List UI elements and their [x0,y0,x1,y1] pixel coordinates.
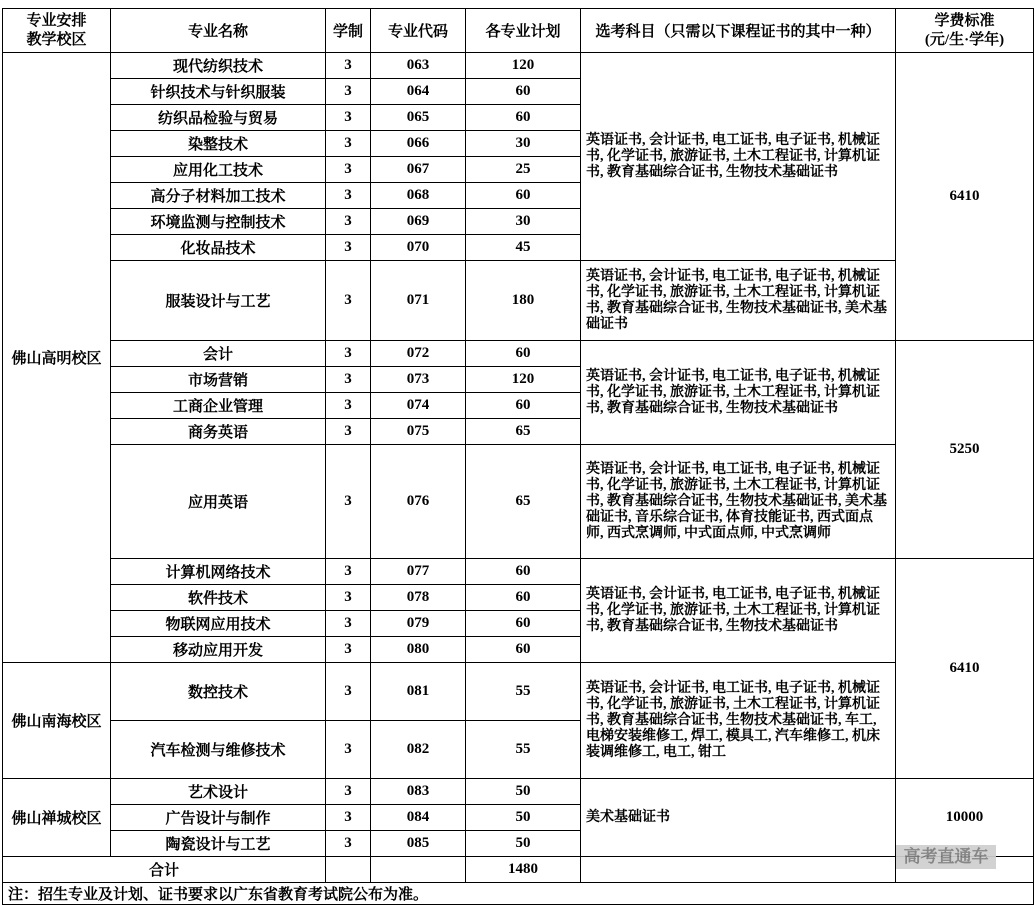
plan-cell: 60 [466,637,581,663]
code-cell: 063 [371,53,466,79]
col-header-campus [3,9,111,53]
years-cell: 3 [326,53,371,79]
code-cell: 079 [371,611,466,637]
years-cell: 3 [326,393,371,419]
major-cell: 软件技术 [111,585,326,611]
plan-cell: 55 [466,663,581,721]
campus-cell-gaoming: 佛山高明校区 [3,53,111,663]
col-header-years: 学制 [326,9,371,53]
years-cell: 3 [326,779,371,805]
major-cell: 会计 [111,341,326,367]
code-cell: 078 [371,585,466,611]
header-row [3,9,1034,53]
subjects-cell: 英语证书, 会计证书, 电工证书, 电子证书, 机械证书, 化学证书, 旅游证书, 土木工程证书, 计算机证书, 教育基础综合证书, 生物技术基础证书, 美术基础证书, 音乐综合证书, 体育技能证书, 西式面点师, 西式烹调师, 中式面点师, 中式烹调师 [581,445,896,559]
major-cell: 计算机网络技术 [111,559,326,585]
code-cell: 077 [371,559,466,585]
code-cell: 085 [371,831,466,857]
fee-cell: 10000 [896,779,1034,857]
plan-cell: 50 [466,779,581,805]
major-cell: 化妆品技术 [111,235,326,261]
plan-cell: 30 [466,209,581,235]
code-cell: 076 [371,445,466,559]
plan-cell: 60 [466,611,581,637]
plan-cell: 120 [466,367,581,393]
col-header-subjects: 选考科目（只需以下课程证书的其中一种） [581,9,896,53]
years-cell: 3 [326,235,371,261]
years-cell: 3 [326,419,371,445]
major-cell: 高分子材料加工技术 [111,183,326,209]
major-cell: 广告设计与制作 [111,805,326,831]
fee-cell: 6410 [896,559,1034,779]
years-cell: 3 [326,341,371,367]
major-cell: 陶瓷设计与工艺 [111,831,326,857]
major-cell: 纺织品检验与贸易 [111,105,326,131]
major-cell: 应用英语 [111,445,326,559]
empty-cell [371,857,466,883]
plan-cell: 65 [466,445,581,559]
table-row [3,779,1034,805]
code-cell: 064 [371,79,466,105]
fee-cell: 5250 [896,341,1034,559]
major-cell: 针织技术与针织服装 [111,79,326,105]
table-row [3,445,1034,559]
major-cell: 汽车检测与维修技术 [111,721,326,779]
code-cell: 081 [371,663,466,721]
watermark: 高考直通车 [896,845,996,869]
col-header-campus-line1: 专业安排 [26,12,87,29]
campus-cell-nanhai: 佛山南海校区 [3,663,111,779]
empty-cell [581,857,896,883]
major-cell: 物联网应用技术 [111,611,326,637]
table-row [3,53,1034,79]
col-header-fee [896,9,1034,53]
major-cell: 服装设计与工艺 [111,261,326,341]
years-cell: 3 [326,559,371,585]
plan-cell: 50 [466,805,581,831]
code-cell: 075 [371,419,466,445]
plan-cell: 50 [466,831,581,857]
col-header-campus-line2: 教学校区 [26,31,87,48]
footnote-row [3,883,1034,905]
years-cell: 3 [326,367,371,393]
years-cell: 3 [326,663,371,721]
code-cell: 069 [371,209,466,235]
plan-cell: 30 [466,131,581,157]
plan-cell: 120 [466,53,581,79]
years-cell: 3 [326,831,371,857]
years-cell: 3 [326,611,371,637]
code-cell: 083 [371,779,466,805]
years-cell: 3 [326,209,371,235]
plan-cell: 180 [466,261,581,341]
subjects-cell: 英语证书, 会计证书, 电工证书, 电子证书, 机械证书, 化学证书, 旅游证书, 土木工程证书, 计算机证书, 教育基础综合证书, 生物技术基础证书, 车工, 电梯安装维修工, 焊工, 模具工, 汽车维修工, 机床装调维修工, 电工, 钳工 [581,663,896,779]
years-cell: 3 [326,79,371,105]
code-cell: 066 [371,131,466,157]
code-cell: 070 [371,235,466,261]
col-header-major: 专业名称 [111,9,326,53]
table-row [3,341,1034,367]
years-cell: 3 [326,721,371,779]
years-cell: 3 [326,131,371,157]
table-row [3,559,1034,585]
total-label-cell: 合计 [3,857,326,883]
campus-cell-chancheng: 佛山禅城校区 [3,779,111,857]
major-cell: 环境监测与控制技术 [111,209,326,235]
admissions-table [2,8,1034,905]
col-header-plan: 各专业计划 [466,9,581,53]
major-cell: 应用化工技术 [111,157,326,183]
code-cell: 084 [371,805,466,831]
code-cell: 074 [371,393,466,419]
code-cell: 071 [371,261,466,341]
major-cell: 市场营销 [111,367,326,393]
subjects-cell: 英语证书, 会计证书, 电工证书, 电子证书, 机械证书, 化学证书, 旅游证书, 土木工程证书, 计算机证书, 教育基础综合证书, 生物技术基础证书 [581,53,896,261]
years-cell: 3 [326,183,371,209]
major-cell: 移动应用开发 [111,637,326,663]
plan-cell: 60 [466,393,581,419]
plan-cell: 60 [466,105,581,131]
code-cell: 072 [371,341,466,367]
table-row [3,663,1034,721]
subjects-cell: 英语证书, 会计证书, 电工证书, 电子证书, 机械证书, 化学证书, 旅游证书, 土木工程证书, 计算机证书, 教育基础综合证书, 生物技术基础证书, 美术基础证书 [581,261,896,341]
major-cell: 工商企业管理 [111,393,326,419]
years-cell: 3 [326,157,371,183]
plan-cell: 60 [466,183,581,209]
plan-cell: 25 [466,157,581,183]
years-cell: 3 [326,585,371,611]
total-plan-cell: 1480 [466,857,581,883]
plan-cell: 55 [466,721,581,779]
years-cell: 3 [326,445,371,559]
code-cell: 065 [371,105,466,131]
code-cell: 073 [371,367,466,393]
plan-cell: 45 [466,235,581,261]
major-cell: 现代纺织技术 [111,53,326,79]
code-cell: 082 [371,721,466,779]
major-cell: 艺术设计 [111,779,326,805]
years-cell: 3 [326,805,371,831]
col-header-fee-line1: 学费标准 [934,12,995,29]
major-cell: 数控技术 [111,663,326,721]
years-cell: 3 [326,261,371,341]
code-cell: 068 [371,183,466,209]
plan-cell: 60 [466,585,581,611]
years-cell: 3 [326,105,371,131]
years-cell: 3 [326,637,371,663]
plan-cell: 60 [466,341,581,367]
footnote: 注：招生专业及计划、证书要求以广东省教育考试院公布为准。 [3,883,1034,905]
col-header-fee-line2: (元/生·学年) [924,31,1005,48]
fee-cell: 6410 [896,53,1034,341]
col-header-code: 专业代码 [371,9,466,53]
major-cell: 染整技术 [111,131,326,157]
code-cell: 080 [371,637,466,663]
plan-cell: 60 [466,79,581,105]
major-cell: 商务英语 [111,419,326,445]
plan-cell: 60 [466,559,581,585]
table-row [3,261,1034,341]
empty-cell [326,857,371,883]
total-row [3,857,1034,883]
subjects-cell: 英语证书, 会计证书, 电工证书, 电子证书, 机械证书, 化学证书, 旅游证书, 土木工程证书, 计算机证书, 教育基础综合证书, 生物技术基础证书 [581,341,896,445]
subjects-cell: 美术基础证书 [581,779,896,857]
subjects-cell: 英语证书, 会计证书, 电工证书, 电子证书, 机械证书, 化学证书, 旅游证书, 土木工程证书, 计算机证书, 教育基础综合证书, 生物技术基础证书 [581,559,896,663]
plan-cell: 65 [466,419,581,445]
code-cell: 067 [371,157,466,183]
